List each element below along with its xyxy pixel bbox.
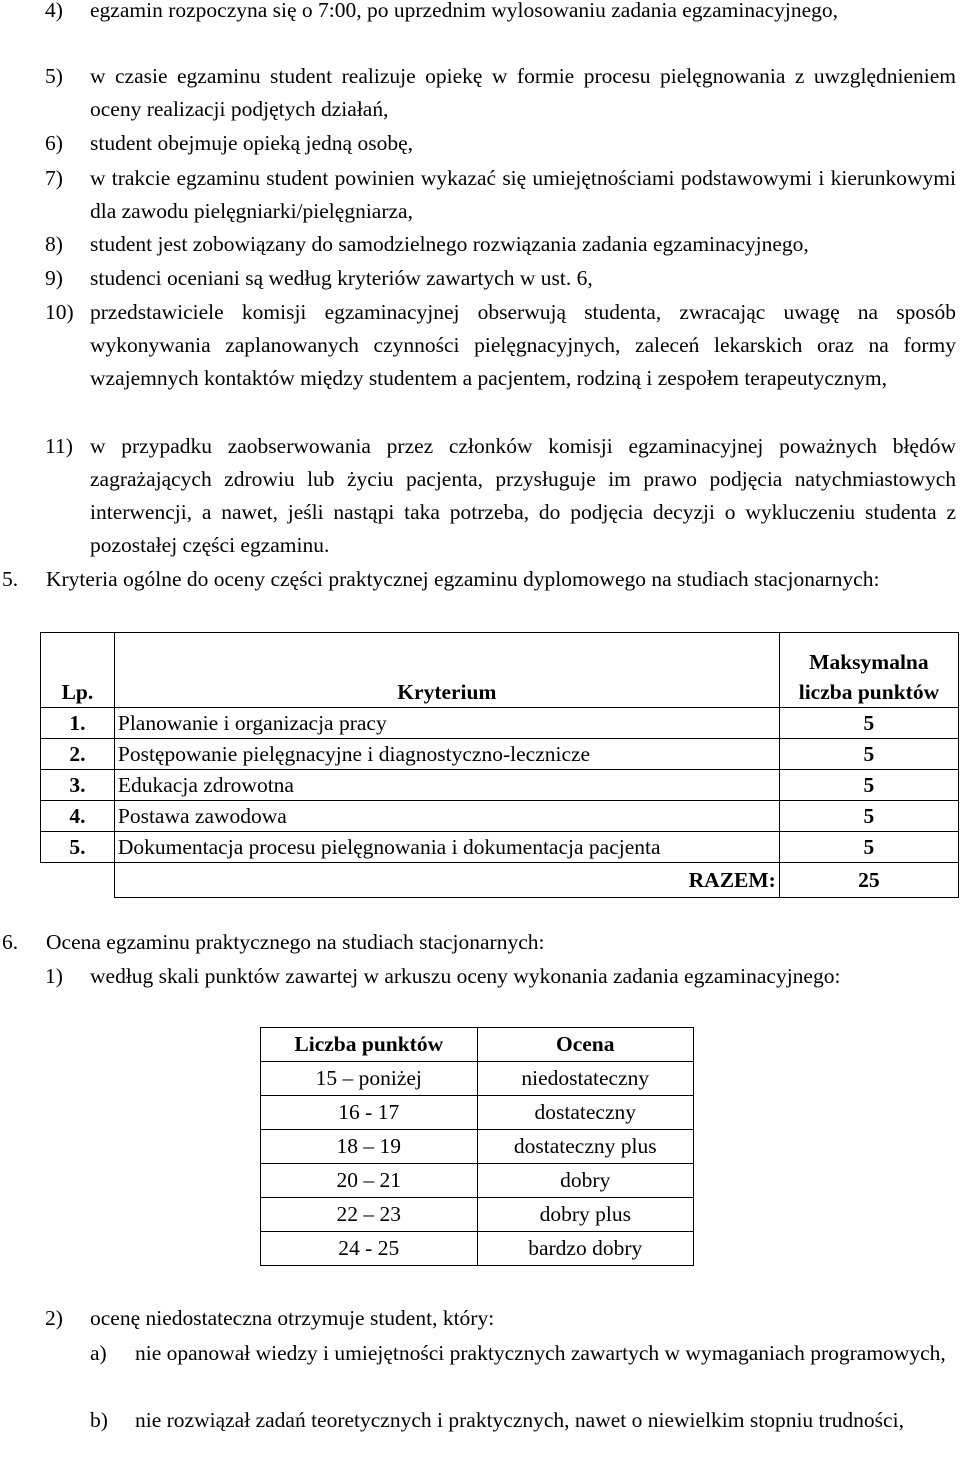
row-points: 15 – poniżej	[261, 1062, 478, 1096]
total-value: 25	[779, 863, 958, 898]
section-number: 6.	[2, 930, 19, 954]
list-number: 6)	[45, 131, 63, 155]
table-row	[261, 1232, 694, 1266]
row-criterion: Postawa zawodowa	[114, 801, 779, 832]
table-row	[261, 1130, 694, 1164]
row-lp: 3.	[41, 770, 115, 801]
row-grade: dostateczny plus	[477, 1130, 694, 1164]
total-row	[41, 863, 959, 898]
row-criterion: Postępowanie pielęgnacyjne i diagnostyczno-lecznicze	[114, 739, 779, 770]
total-label: RAZEM:	[114, 863, 779, 898]
table-row	[261, 1164, 694, 1198]
row-points: 5	[779, 739, 958, 770]
row-points: 22 – 23	[261, 1198, 478, 1232]
row-lp: 1.	[41, 708, 115, 739]
list-text: przedstawiciele komisji egzaminacyjnej obserwują studenta, zwracając uwagę na sposób wykonywania zaplanowanych czynności pielęgnacyjnych, zaleceń lekarskich oraz na formy wzajemnych kontaktów między studentem a pacjentem, rodziną i zespołem terapeutycznym,	[90, 300, 956, 390]
row-grade: dostateczny	[477, 1096, 694, 1130]
list-number: 11)	[45, 434, 73, 458]
row-grade: dobry	[477, 1164, 694, 1198]
row-criterion: Edukacja zdrowotna	[114, 770, 779, 801]
list-text: student jest zobowiązany do samodzielnego rozwiązania zadania egzaminacyjnego,	[90, 232, 809, 256]
header-criterion: Kryterium	[114, 633, 779, 708]
list-number: 10)	[45, 300, 74, 324]
list-text: student obejmuje opieką jedną osobę,	[90, 131, 414, 155]
list-number: 7)	[45, 166, 63, 190]
header-lp: Lp.	[41, 633, 115, 708]
header-max-line2: liczba punktów	[798, 680, 940, 704]
list-number: 8)	[45, 232, 63, 256]
row-lp: 5.	[41, 832, 115, 863]
row-points: 24 - 25	[261, 1232, 478, 1266]
criteria-header-row	[41, 633, 959, 708]
grade-table	[260, 1027, 694, 1266]
header-grade: Ocena	[477, 1028, 694, 1062]
row-lp: 2.	[41, 739, 115, 770]
list-text: studenci oceniani są według kryteriów zawartych w ust. 6,	[90, 266, 593, 290]
row-points: 5	[779, 832, 958, 863]
row-points: 16 - 17	[261, 1096, 478, 1130]
list-number: 4)	[45, 0, 63, 22]
section-text: Ocena egzaminu praktycznego na studiach stacjonarnych:	[46, 930, 545, 954]
row-points: 18 – 19	[261, 1130, 478, 1164]
header-max-line1: Maksymalna	[809, 650, 929, 674]
row-grade: niedostateczny	[477, 1062, 694, 1096]
criteria-table	[40, 632, 959, 898]
list-text: ocenę niedostateczna otrzymuje student, który:	[90, 1306, 495, 1330]
letter-number: b)	[90, 1408, 108, 1432]
table-row	[41, 708, 959, 739]
list-number: 5)	[45, 64, 63, 88]
row-points: 20 – 21	[261, 1164, 478, 1198]
table-row	[261, 1096, 694, 1130]
list-text: egzamin rozpoczyna się o 7:00, po uprzednim wylosowaniu zadania egzaminacyjnego,	[90, 0, 839, 22]
row-lp: 4.	[41, 801, 115, 832]
list-number: 1)	[45, 964, 63, 988]
table-row	[41, 739, 959, 770]
table-row	[41, 770, 959, 801]
letter-text: nie rozwiązał zadań teoretycznych i praktycznych, nawet o niewielkim stopniu trudności,	[135, 1408, 904, 1432]
row-criterion: Dokumentacja procesu pielęgnowania i dokumentacja pacjenta	[114, 832, 779, 863]
table-row	[261, 1062, 694, 1096]
list-number: 2)	[45, 1306, 63, 1330]
section-number: 5.	[2, 567, 19, 591]
list-text: w trakcie egzaminu student powinien wykazać się umiejętnościami podstawowymi i kierunkowymi dla zawodu pielęgniarki/pielęgniarza,	[90, 166, 956, 223]
section-text: Kryteria ogólne do oceny części praktycznej egzaminu dyplomowego na studiach stacjonarnych:	[46, 567, 880, 591]
header-points: Liczba punktów	[261, 1028, 478, 1062]
row-grade: bardzo dobry	[477, 1232, 694, 1266]
grade-header-row	[261, 1028, 694, 1062]
list-text: w przypadku zaobserwowania przez członków komisji egzaminacyjnej poważnych błędów zagrażających zdrowiu lub życiu pacjenta, przysługuje im prawo podjęcia natychmiastowych interwencji, a nawet, jeśli nastąpi taka potrzeba, do podjęcia decyzji o wykluczeniu studenta z pozostałej części egzaminu.	[90, 434, 956, 557]
table-row	[261, 1198, 694, 1232]
row-points: 5	[779, 770, 958, 801]
row-grade: dobry plus	[477, 1198, 694, 1232]
letter-number: a)	[90, 1341, 107, 1365]
table-row	[41, 801, 959, 832]
total-spacer	[41, 863, 115, 898]
row-points: 5	[779, 708, 958, 739]
list-text: w czasie egzaminu student realizuje opiekę w formie procesu pielęgnowania z uwzględnieniem oceny realizacji podjętych działań,	[90, 64, 956, 121]
row-points: 5	[779, 801, 958, 832]
header-max-points	[779, 633, 958, 708]
table-row	[41, 832, 959, 863]
list-number: 9)	[45, 266, 63, 290]
list-text: według skali punktów zawartej w arkuszu oceny wykonania zadania egzaminacyjnego:	[90, 964, 841, 988]
letter-text: nie opanował wiedzy i umiejętności praktycznych zawartych w wymaganiach programowych,	[135, 1341, 946, 1365]
row-criterion: Planowanie i organizacja pracy	[114, 708, 779, 739]
